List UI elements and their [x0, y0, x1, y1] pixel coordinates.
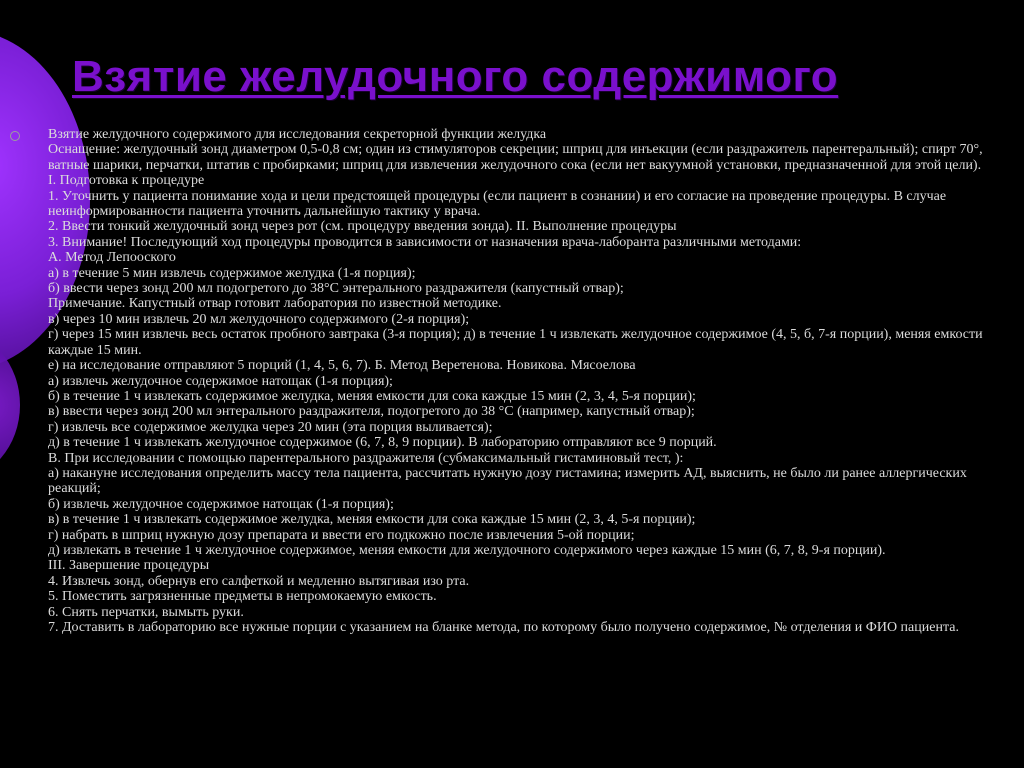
body-line: а) извлечь желудочное содержимое натощак (1-я порция);	[48, 373, 393, 389]
body-line: в) через 10 мин извлечь 20 мл желудочного содержимого (2-я порция);	[48, 311, 470, 327]
body-line: 4. Извлечь зонд, обернув его салфеткой и медленно вытягивая изо рта.	[48, 573, 470, 589]
body-line: д) извлекать в течение 1 ч желудочное содержимое, меняя емкости для желудочного содержимого через каждые 15 мин (6, 7, 8, 9-я порции).	[48, 542, 886, 558]
body-line: 5. Поместить загрязненные предметы в непромокаемую емкость.	[48, 589, 437, 605]
body-line: г) через 15 мин извлечь весь остаток пробного завтрака (3-я порция); д) в течение 1 ч извлекать желудочное содержимое (4, 5, б, 7-я порции), меняя емкости каждые 15 мин.	[48, 327, 983, 358]
bullet-icon	[10, 131, 20, 141]
body-line: б) в течение 1 ч извлекать содержимое желудка, меняя емкости для сока каждые 15 мин (2, 3, 4, 5-я порции);	[48, 388, 696, 404]
body-line: б) извлечь желудочное содержимое натощак (1-я порция);	[48, 496, 394, 512]
body-line: I. Подготовка к процедуре	[48, 173, 205, 189]
body-line: г) извлечь все содержимое желудка через 20 мин (эта порция выливается);	[48, 419, 493, 435]
body-line: 6. Снять перчатки, вымыть руки.	[48, 604, 244, 620]
body-line: в) в течение 1 ч извлекать содержимое желудка, меняя емкости для сока каждые 15 мин (2, 3, 4, 5-я порции);	[48, 512, 696, 528]
body-line: А. Метод Лепооского	[48, 250, 176, 266]
body-line: г) набрать в шприц нужную дозу препарата и ввести его подкожно после извлечения 5-ой порции;	[48, 527, 635, 543]
body-line: Взятие желудочного содержимого для исследования секреторной функции желудка	[48, 127, 547, 142]
body-line: 2. Ввести тонкий желудочный зонд через рот (см. процедуру введения зонда). II. Выполнение процедуры	[48, 219, 677, 235]
slide-body	[48, 127, 1013, 635]
body-line: е) на исследование отправляют 5 порций (1, 4, 5, 6, 7). Б. Метод Веретенова. Новикова. Мясоелова	[48, 358, 636, 374]
body-line: III. Завершение процедуры	[48, 558, 210, 574]
body-line: а) накануне исследования определить массу тела пациента, рассчитать нужную дозу гистамина; измерить АД, выяснить, не было ли ранее аллергических реакций;	[48, 465, 967, 497]
body-line: Оснащение: желудочный зонд диаметром 0,5-0,8 см; один из стимуляторов секреции; шприц для инъекции (если раздражитель парентеральный); спирт 70°, ватные шарики, перчатки, штатив с пробирками; шприц для извлечения желудочного сока (если нет вакуумной установки, предназначенной для этой цели).	[48, 142, 983, 173]
body-line: В. При исследовании с помощью парентерального раздражителя (субмаксимальный гистаминовый тест, ):	[48, 450, 684, 466]
body-line: 3. Внимание! Последующий ход процедуры проводится в зависимости от назначения врача-лаборанта различными методами:	[48, 234, 802, 250]
body-line: б) ввести через зонд 200 мл подогретого до 38°С энтерального раздражителя (капустный отвар);	[48, 281, 624, 297]
body-line: 1. Уточнить у пациента понимание хода и цели предстоящей процедуры (если пациент в сознании) и его согласие на проведение процедуры. В случае неинформированности пациента уточнить дальнейшую тактику у врача.	[48, 188, 947, 220]
body-line: Примечание. Капустный отвар готовит лаборатория по известной методике.	[48, 296, 502, 312]
body-line: д) в течение 1 ч извлекать желудочное содержимое (6, 7, 8, 9 порции). В лабораторию отправляют все 9 порций.	[48, 435, 717, 451]
body-line: 7. Доставить в лабораторию все нужные порции с указанием на бланке метода, по которому было получено содержимое, № отделения и ФИО пациента.	[48, 620, 959, 635]
body-line: а) в течение 5 мин извлечь содержимое желудка (1-я порция);	[48, 265, 416, 281]
body-line: в) ввести через зонд 200 мл энтерального раздражителя, подогретого до 38 °С (например, капустный отвар);	[48, 404, 695, 420]
slide-title: Взятие желудочного содержимого	[72, 52, 839, 101]
